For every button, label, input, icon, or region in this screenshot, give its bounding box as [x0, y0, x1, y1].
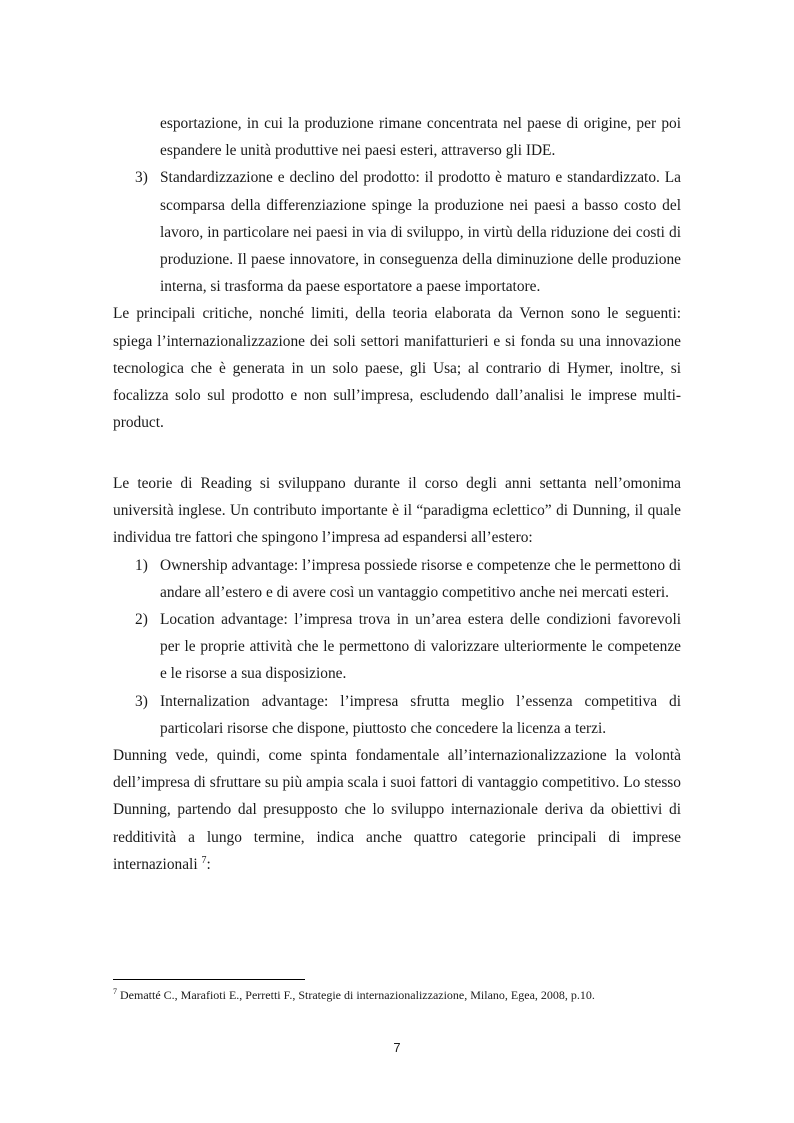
text-block-top — [113, 110, 681, 436]
list-item-text: Location advantage: l’impresa trova in un’area estera delle condizioni favorevoli per le proprie attività che le permettono di valorizzare ulteriormente le competenze e le risorse a sua disposizione. — [160, 611, 681, 683]
paragraph-dunning-end: : — [206, 855, 211, 873]
footnote-text: Dematté C., Marafioti E., Perretti F., Strategie di internazionalizzazione, Milano, Egea, 2008, p.10. — [120, 988, 595, 1002]
list-item-text: Internalization advantage: l’impresa sfrutta meglio l’essenza competitiva di particolari risorse che dispone, piuttosto che concedere la licenza a terzi. — [160, 692, 681, 737]
paragraph-vernon-critique: Le principali critiche, nonché limiti, della teoria elaborata da Vernon sono le seguenti: spiega l’internazionalizzazione dei soli settori manifatturieri e si fonda su una innovazione tecnologica che è generata in un solo paese, gli Usa; al contrario di Hymer, inoltre, si focalizza solo sul prodotto e non sull’impresa, escludendo dall’analisi le imprese multi-product. — [113, 305, 681, 432]
list-item-text: Ownership advantage: l’impresa possiede risorse e competenze che le permettono di andare all’estero e di avere così un vantaggio competitivo anche nei mercati esteri. — [160, 556, 681, 601]
footnote-reference[interactable]: 7 — [201, 854, 207, 866]
footnote — [113, 987, 681, 1003]
paragraph-dunning — [113, 742, 681, 878]
list-item-3 — [113, 164, 681, 300]
list-item-location — [113, 606, 681, 688]
list-number: 3) — [135, 692, 148, 710]
text-block-reading — [113, 470, 681, 878]
list-item-internalization — [113, 688, 681, 742]
list-number: 3) — [135, 169, 148, 187]
list-item-2-continuation: esportazione, in cui la produzione rimane concentrata nel paese di origine, per poi espandere le unità produttive nei paesi esteri, attraverso gli IDE. — [160, 115, 681, 160]
paragraph-dunning-text: Dunning vede, quindi, come spinta fondamentale all’internazionalizzazione la volontà dell’impresa di sfruttare su più ampia scala i suoi fattori di vantaggio competitivo. Lo stesso Dunning, partendo dal presupposto che lo sviluppo internazionale deriva da obiettivi di redditività a lungo termine, indica anche quattro categorie principali di imprese internazionali — [113, 747, 681, 873]
footnote-divider — [113, 979, 305, 980]
footnote-number: 7 — [113, 987, 117, 996]
list-number: 1) — [135, 556, 148, 574]
list-item-text: Standardizzazione e declino del prodotto: il prodotto è maturo e standardizzato. La scomparsa della differenziazione spinge la produzione nei paesi a basso costo del lavoro, in particolare nei paesi in via di sviluppo, in virtù della riduzione dei costi di produzione. Il paese innovatore, in conseguenza della diminuzione delle produzione interna, si trasforma da paese esportatore a paese importatore. — [160, 169, 681, 296]
paragraph-reading-theories: Le teorie di Reading si sviluppano durante il corso degli anni settanta nell’omonima università inglese. Un contributo importante è il “paradigma eclettico” di Dunning, il quale individua tre fattori che spingono l’impresa ad espandersi all’estero: — [113, 475, 681, 547]
page-number: 7 — [393, 1040, 401, 1055]
list-item-ownership — [113, 552, 681, 606]
list-number: 2) — [135, 611, 148, 629]
